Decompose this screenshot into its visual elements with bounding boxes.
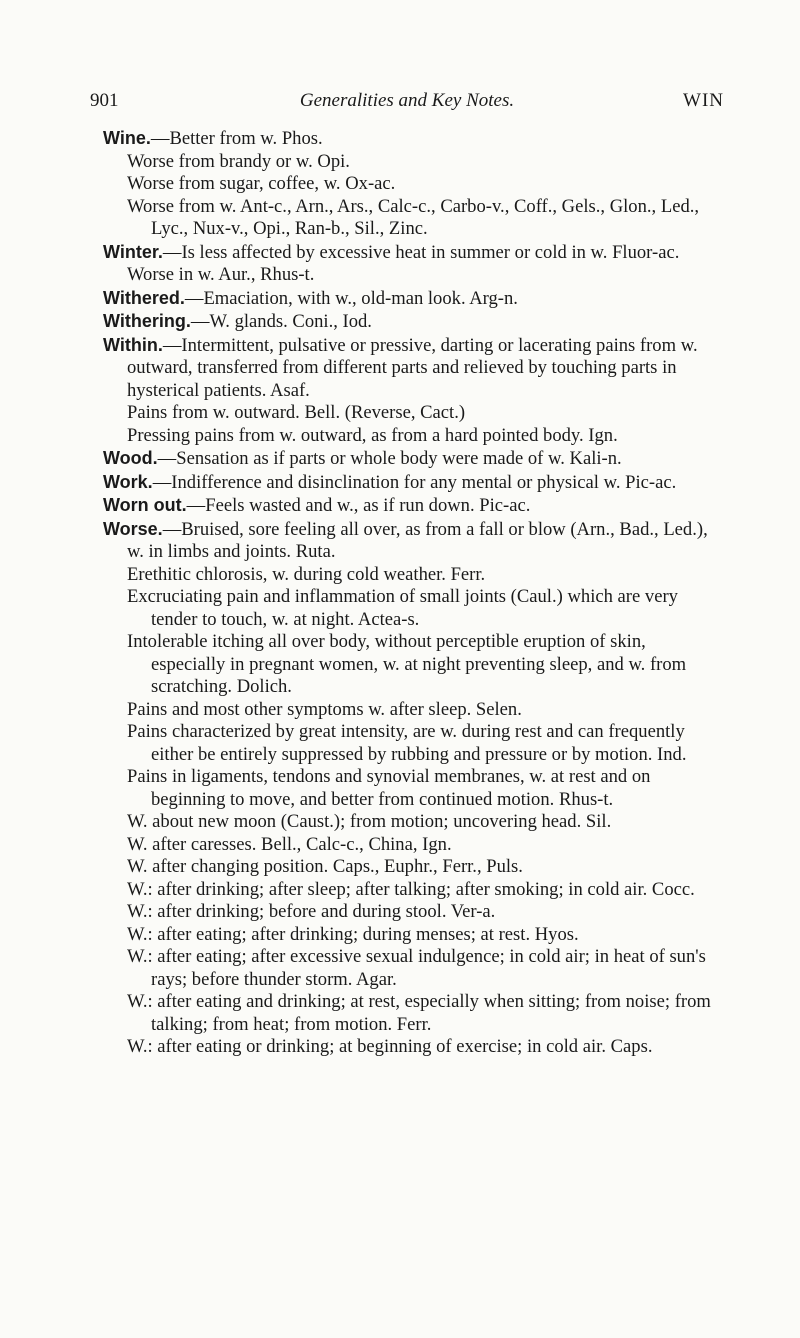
entry-text: —Sensation as if parts or whole body were made of w. Kali-n. bbox=[157, 448, 622, 469]
entry-text: Worse from w. Ant-c., Arn., Ars., Calc-c., Carbo-v., Coff., Gels., Glon., Led., Lyc., Nux-v., Opi., Ran-b., Sil., Zinc. bbox=[127, 195, 700, 239]
entry-sub-paragraph bbox=[103, 699, 723, 722]
entry-keyword: Within. bbox=[103, 334, 163, 355]
entry-sub-paragraph bbox=[103, 402, 723, 425]
entry-heading-paragraph bbox=[103, 494, 723, 518]
entry-heading-paragraph bbox=[103, 241, 723, 265]
entry-text: Pains and most other symptoms w. after sleep. Selen. bbox=[127, 698, 522, 720]
entry-keyword: Withered. bbox=[103, 287, 185, 308]
entry-heading-paragraph bbox=[103, 287, 723, 311]
entry-text: —Indifference and disinclination for any mental or physical w. Pic-ac. bbox=[152, 471, 677, 493]
entry-sub-paragraph bbox=[103, 924, 723, 947]
entry-sub-paragraph bbox=[103, 901, 723, 924]
entry-sub-paragraph bbox=[103, 264, 723, 287]
entry-text: Excruciating pain and inflammation of small joints (Caul.) which are very tender to touch, w. at night. Actea-s. bbox=[127, 586, 678, 630]
entry-sub-paragraph bbox=[103, 564, 723, 587]
entry-sub-paragraph bbox=[103, 811, 723, 834]
entry-heading-paragraph bbox=[103, 127, 723, 151]
entry-text: W.: after eating; after drinking; during menses; at rest. Hyos. bbox=[127, 923, 579, 945]
entry-text: Pains characterized by great intensity, are w. during rest and can frequently either be entirely suppressed by rubbing and pressure or by motion. Ind. bbox=[127, 721, 687, 765]
entry-heading-paragraph bbox=[103, 334, 723, 403]
entry-text: —Is less affected by excessive heat in summer or cold in w. Fluor-ac. bbox=[162, 241, 680, 263]
entry-text: Pains from w. outward. Bell. (Reverse, Cact.) bbox=[127, 402, 466, 423]
entry-sub-paragraph bbox=[103, 631, 723, 699]
entry-sub-paragraph bbox=[103, 834, 723, 857]
entry-sub-paragraph bbox=[103, 196, 723, 241]
entry-text: W.: after eating or drinking; at beginning of exercise; in cold air. Caps. bbox=[127, 1036, 653, 1057]
entry-text: Worse from sugar, coffee, w. Ox-ac. bbox=[127, 173, 396, 194]
entry-sub-paragraph bbox=[103, 425, 723, 448]
entry-keyword: Withering. bbox=[103, 311, 191, 331]
entry-text: —Bruised, sore feeling all over, as from a fall or blow (Arn., Bad., Led.), w. in limbs and joints. Ruta. bbox=[127, 518, 708, 562]
entry-sub-paragraph bbox=[103, 946, 723, 991]
entry-text: Pressing pains from w. outward, as from a hard pointed body. Ign. bbox=[127, 424, 618, 446]
entry-sub-paragraph bbox=[103, 879, 723, 902]
entry-text: Worse from brandy or w. Opi. bbox=[127, 150, 350, 172]
entry-keyword: Wood. bbox=[103, 448, 158, 468]
entry-text: —W. glands. Coni., Iod. bbox=[190, 311, 372, 332]
entry-keyword: Worse. bbox=[103, 518, 163, 539]
entry-sub-paragraph bbox=[103, 721, 723, 766]
entry-text: W.: after drinking; before and during stool. Ver-a. bbox=[127, 901, 496, 922]
entry-keyword: Work. bbox=[103, 471, 153, 492]
entry-text: Intolerable itching all over body, without perceptible eruption of skin, especially in pregnant women, w. at night preventing sleep, and w. from scratching. Dolich. bbox=[127, 631, 687, 697]
entry-text: W.: after drinking; after sleep; after talking; after smoking; in cold air. Cocc. bbox=[127, 878, 695, 900]
entry-text: W. after changing position. Caps., Euphr., Ferr., Puls. bbox=[127, 856, 523, 877]
entry-heading-paragraph bbox=[103, 447, 723, 471]
entry-text: —Better from w. Phos. bbox=[150, 128, 323, 149]
entry-keyword: Winter. bbox=[103, 241, 163, 262]
entry-sub-paragraph bbox=[103, 1036, 723, 1059]
entry-text: —Feels wasted and w., as if run down. Pic-ac. bbox=[186, 495, 531, 516]
entry-sub-paragraph bbox=[103, 856, 723, 879]
entry-heading-paragraph bbox=[103, 310, 723, 334]
entry-list bbox=[103, 127, 723, 1059]
entry-text: Worse in w. Aur., Rhus-t. bbox=[127, 264, 315, 285]
entry-text: —Emaciation, with w., old-man look. Arg-n. bbox=[184, 287, 518, 309]
entry-keyword: Wine. bbox=[103, 128, 151, 148]
entry-keyword: Worn out. bbox=[103, 495, 187, 515]
entry-text: —Intermittent, pulsative or pressive, darting or lacerating pains from w. outward, transferred from different parts and relieved by touching parts in hysterical patients. Asaf. bbox=[127, 334, 698, 401]
entry-sub-paragraph bbox=[103, 173, 723, 196]
running-title: Generalities and Key Notes. bbox=[299, 90, 515, 111]
entry-text: W. about new moon (Caust.); from motion; uncovering head. Sil. bbox=[127, 811, 612, 832]
entry-text: W. after caresses. Bell., Calc-c., China, Ign. bbox=[127, 833, 452, 855]
entry-heading-paragraph bbox=[103, 471, 723, 495]
entry-sub-paragraph bbox=[103, 586, 723, 631]
entry-text: Pains in ligaments, tendons and synovial membranes, w. at rest and on beginning to move, and better from continued motion. Rhus-t. bbox=[127, 766, 651, 810]
entry-sub-paragraph bbox=[103, 766, 723, 811]
page-number: 901 bbox=[90, 90, 119, 111]
page-header bbox=[90, 90, 724, 116]
entry-text: Erethitic chlorosis, w. during cold weather. Ferr. bbox=[127, 563, 486, 585]
entry-sub-paragraph bbox=[103, 151, 723, 174]
entry-text: W.: after eating; after excessive sexual indulgence; in cold air; in heat of sun's rays; before thunder storm. Agar. bbox=[127, 946, 706, 990]
entry-heading-paragraph bbox=[103, 518, 723, 564]
entry-sub-paragraph bbox=[103, 991, 723, 1036]
entry-text: W.: after eating and drinking; at rest, especially when sitting; from noise; from talking; from heat; from motion. Ferr. bbox=[127, 991, 711, 1035]
section-marker: WIN bbox=[683, 90, 724, 111]
